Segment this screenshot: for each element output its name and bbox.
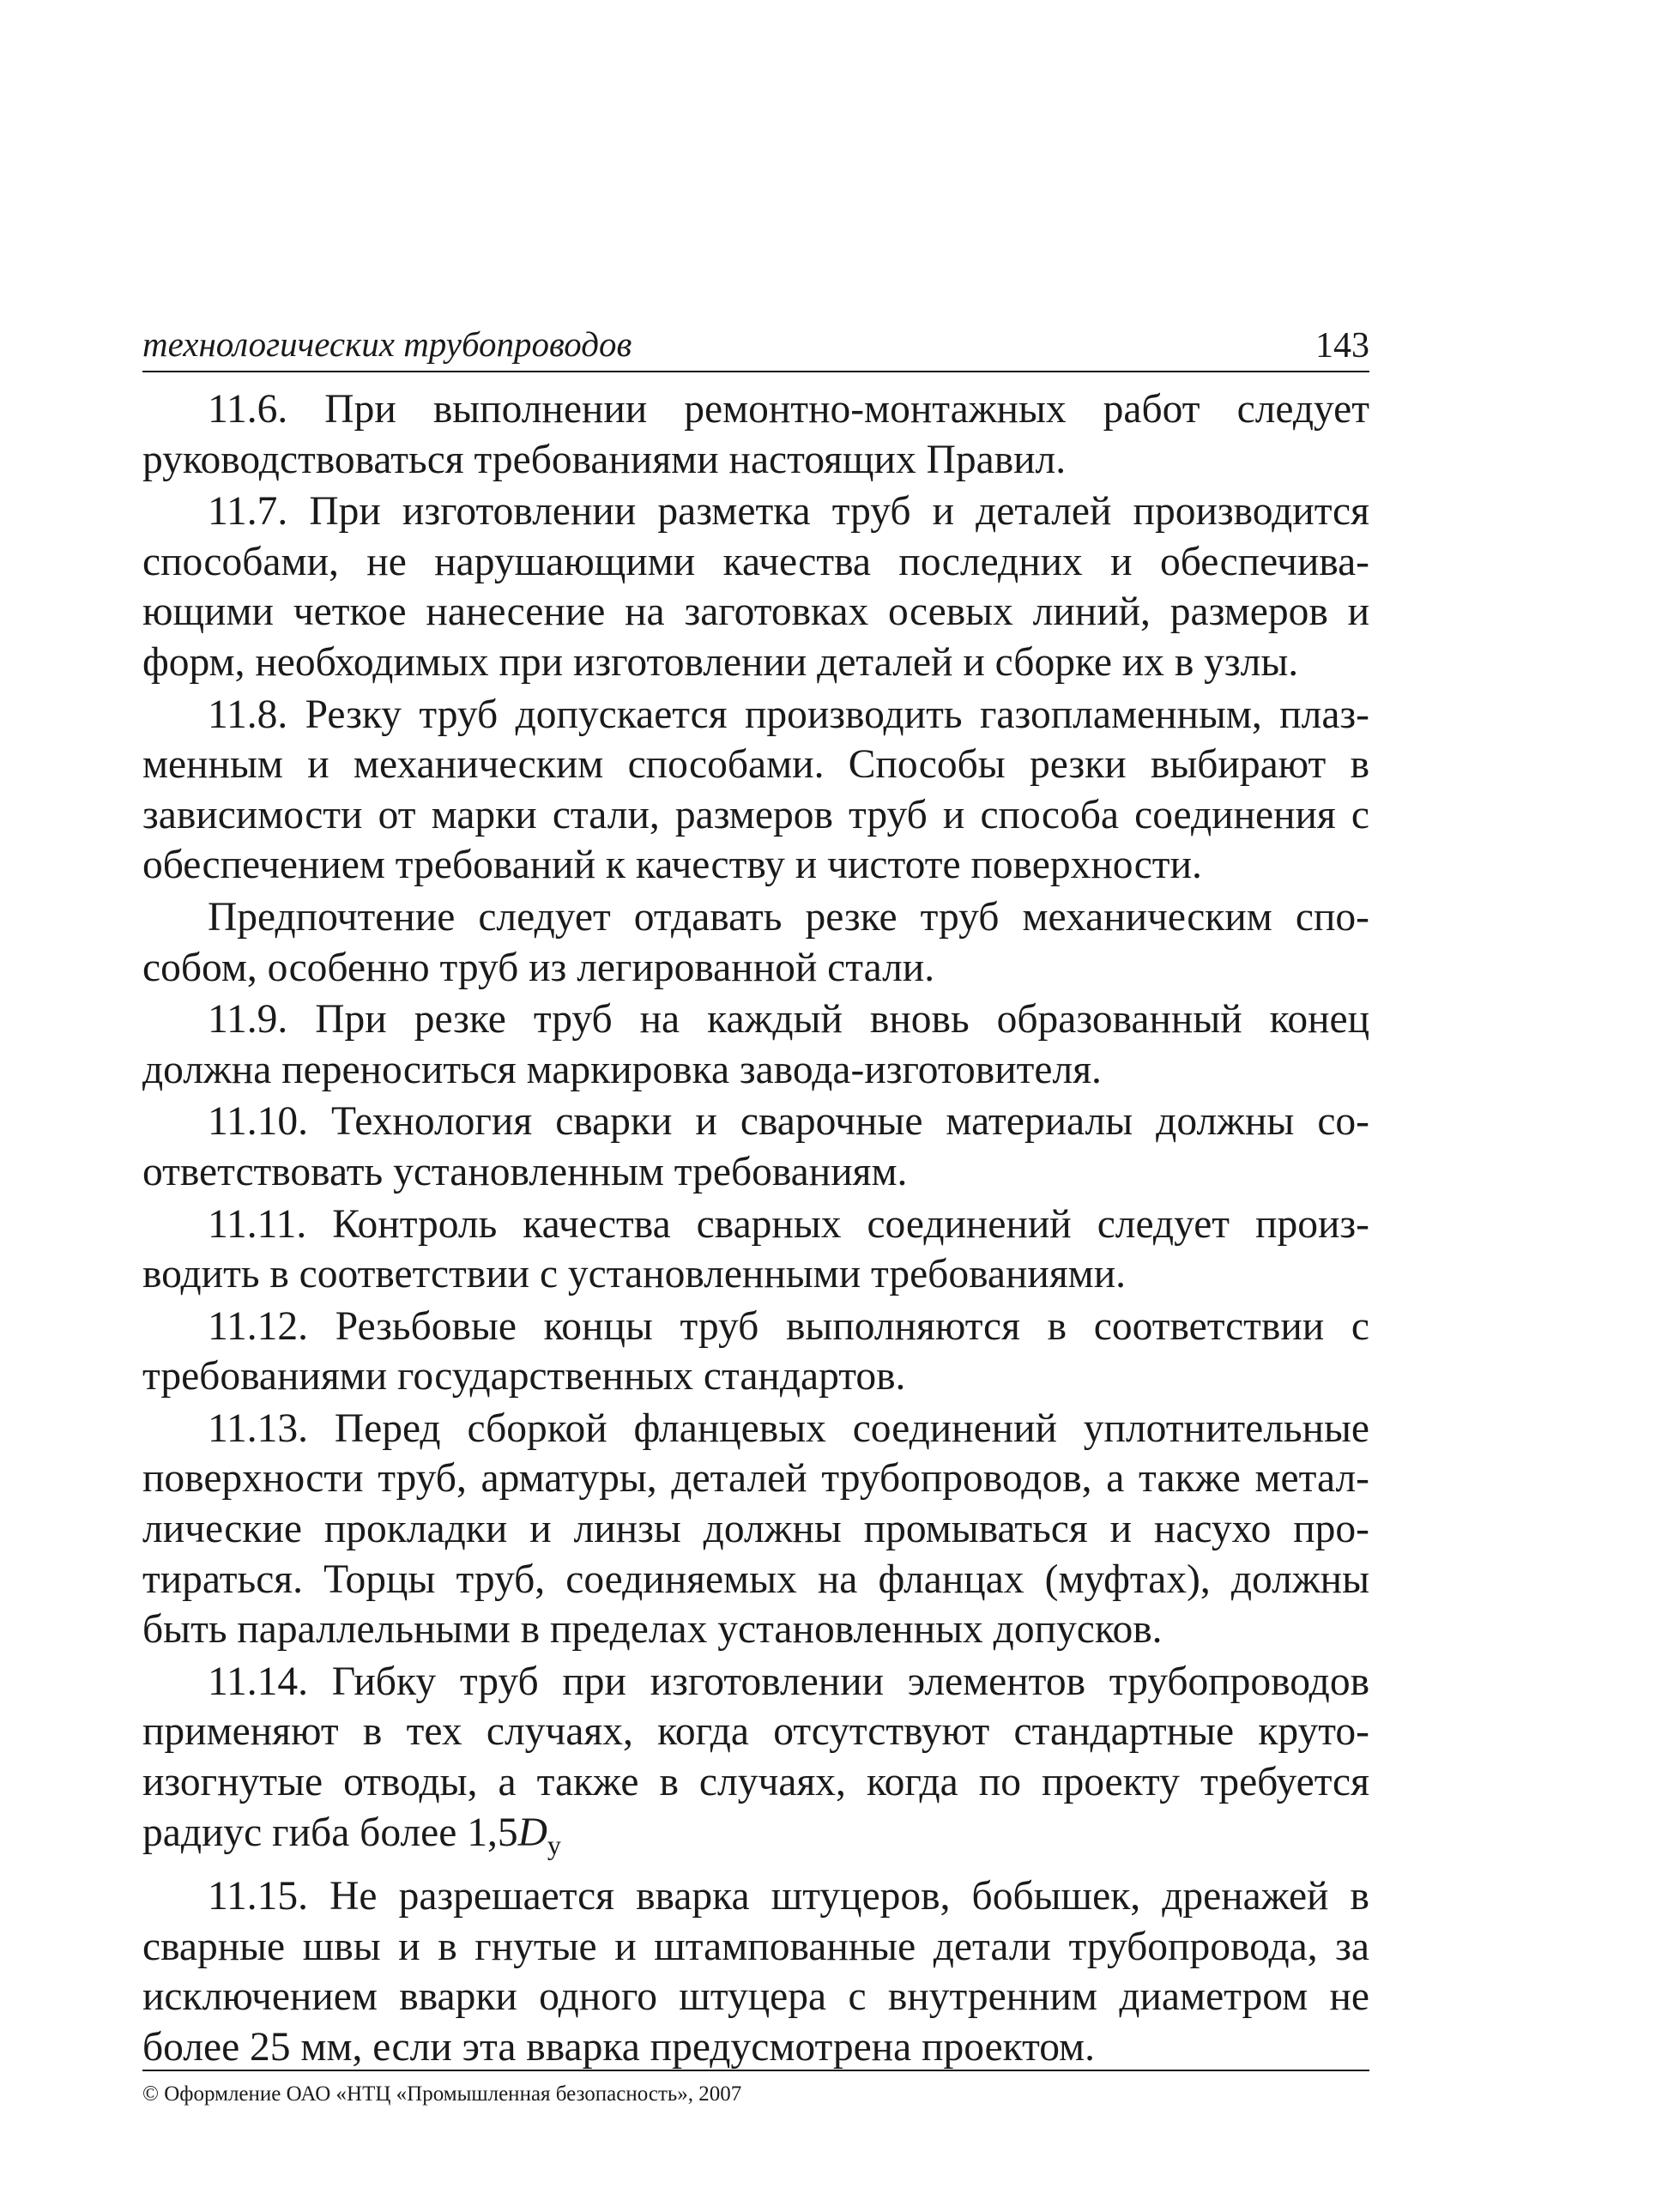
diameter-subscript: у [547, 1828, 561, 1860]
paragraph-11-8: 11.8. Резку труб допускается производить газопламенным, плазменным и механическим способами. Способы резки выбирают в зависимости от марки стали, размеров труб и способа соединения с обеспечением требований к качеству и чистоте поверхности. [142, 692, 1369, 888]
paragraph-11-11: 11.11. Контроль качества сварных соединений следует производить в соответствии с установленными требованиями. [142, 1201, 1369, 1297]
paragraph-11-6: 11.6. При выполнении ремонтно-монтажных работ следует руководствоваться требованиями настоящих Правил. [142, 387, 1369, 482]
paragraph-11-10: 11.10. Технология сварки и сварочные материалы должны соответствовать установленным требованиям. [142, 1099, 1369, 1194]
paragraph-11-15: 11.15. Не разрешается вварка штуцеров, бобышек, дренажей в сварные швы и в гнутые и штампованные детали трубопровода, за исключением вварки одного штуцера с внутренним диаметром не более 25 мм, если эта вварка предусмотрена проектом. [142, 1874, 1369, 2070]
paragraph-11-14-text: 11.14. Гибку труб при изготовлении элементов трубопроводов применяют в тех случаях, когда отсутствуют стандартные крутоизогнутые отводы, а также в случаях, когда по проекту требуется радиус гиба более 1,5 [142, 1659, 1369, 1855]
paragraph-11-13: 11.13. Перед сборкой фланцевых соединений уплотнительные поверхности труб, арматуры, деталей трубопроводов, а также металлические прокладки и линзы должны промываться и насухо протираться. Торцы труб, соединяемых на фланцах (муфтах), должны быть параллельными в пределах установленных допусков. [142, 1405, 1369, 1653]
running-title: технологических трубопроводов [142, 324, 632, 364]
paragraph-11-14 [142, 1657, 1369, 1870]
page-number: 143 [1315, 326, 1369, 366]
diameter-symbol: D [517, 1810, 547, 1855]
document-page [142, 0, 1369, 2212]
running-header [142, 319, 1369, 372]
paragraph-11-7: 11.7. При изготовлении разметка труб и деталей производится способами, не нарушающими качества последних и обеспечивающими четкое нанесение на заготовках осевых линий, размеров и форм, необходимых при изготовлении деталей и сборке их в узлы. [142, 489, 1369, 685]
copyright-footer: © Оформление ОАО «НТЦ «Промышленная безопасность», 2007 [142, 2082, 742, 2106]
paragraph-11-12: 11.12. Резьбовые концы труб выполняются в соответствии с требованиями государственных стандартов. [142, 1303, 1369, 1399]
body-text [142, 384, 1369, 2073]
paragraph-preference: Предпочтение следует отдавать резке труб механическим способом, особенно труб из легированной стали. [142, 894, 1369, 990]
footer-rule [142, 2070, 1369, 2071]
paragraph-11-9: 11.9. При резке труб на каждый вновь образованный конец должна переноситься маркировка завода-изготовителя. [142, 997, 1369, 1092]
